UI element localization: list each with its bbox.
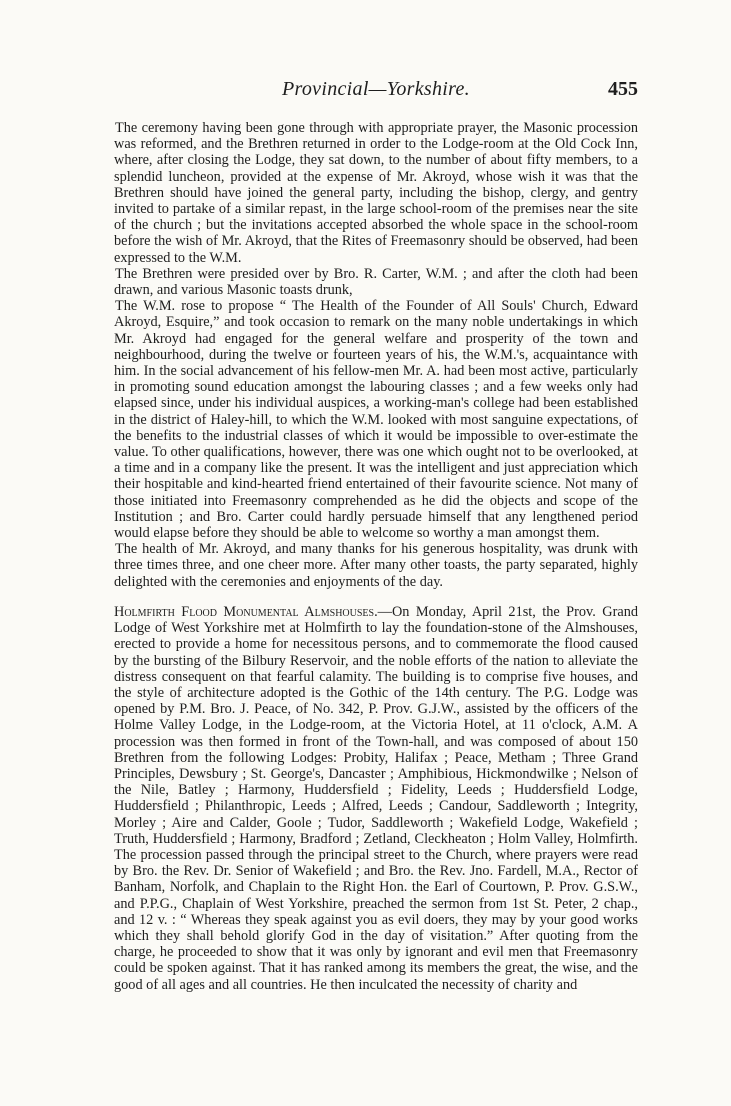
paragraph-presided: The Brethren were presided over by Bro. R. Carter, W.M. ; and after the cloth had been drawn, and various Masonic toasts drunk, (114, 265, 638, 299)
section-text: —On Monday, April 21st, the Prov. Grand Lodge of West Yorkshire met at Holmfirth to lay the foundation-stone of the Almshouses, erected to provide a home for necessitous persons, and to commemorate the flood caused by the bursting of the Bilbury Reservoir, and the noble efforts of the nation to alleviate the distress consequent on that fearful calamity. The building is to comprise five houses, and the style of architecture adopted is the Gothic of the 14th century. The P.G. Lodge was opened by P.M. Bro. J. Peace, of No. 342, P. Prov. G.J.W., assisted by the officers of the Holme Valley Lodge, in the Lodge-room, at the Victoria Hotel, at 11 o'clock, A.M. A procession was then formed in front of the Town-hall, and was composed of about 150 Brethren from the following Lodges: Probity, Halifax ; Peace, Metham ; Three Grand Principles, Dewsbury ; St. George's, Dancaster ; Amphibious, Hickmondwilke ; Nelson of the Nile, Batley ; Harmony, Huddersfield ; Fidelity, Leeds ; Huddersfield Lodge, Huddersfield ; Philanthropic, Leeds ; Alfred, Leeds ; Candour, Saddleworth ; Integrity, Morley ; Aire and Calder, Goole ; Tudor, Saddleworth ; Wakefield Lodge, Wakefield ; Truth, Huddersfield ; Harmony, Bradford ; Zetland, Cleckheaton ; Holm Valley, Holmfirth. The procession passed through the principal street to the Church, where prayers were read by Bro. the Rev. Dr. Senior of Wakefield ; and Bro. the Rev. Jno. Fardell, M.A., Rector of Banham, Norfolk, and Chaplain to the Right Hon. the Earl of Courtown, P. Prov. G.S.W., and P.P.G., Chaplain of West Yorkshire, preached the sermon from 1st St. Peter, 2 chap., and 12 v. : “ Whereas they speak against you as evil doers, they may by your good works which they shall behold glorify God in the day of visitation.” After quoting from the charge, he proceeded to show that it was only by ignorant and evil men that Freemasonry could be spoken against. That it has ranked among its members the great, the wise, and the good of all ages and all countries. He then inculcated the necessity of charity and (114, 603, 638, 993)
paragraph-toast: The W.M. rose to propose “ The Health of the Founder of All Souls' Church, Edward Akroyd, Esquire,” and took occasion to remark on the many noble undertakings in which Mr. Akroyd had engaged for the general welfare and prosperity of the town and neighbourhood, during the twelve or fourteen years of his, the W.M.'s, acquaintance with him. In the social advancement of his fellow-men Mr. A. had been most active, particularly in promoting sound education amongst the labouring classes ; and a few weeks only had elapsed since, under his individual auspices, a working-man's college had been established in the district of Haley-hill, to which the W.M. looked with most sanguine expectations, of the benefits to the industrial classes of which it would be impossible to over-estimate the value. To other qualifications, however, there was one which ought not to be overlooked, at a time and in a company like the present. It was the intelligent and just appreciation which their hospitable and kind-hearted friend entertained of their favourite science. Not many of those initiated into Freemasonry comprehended as he did the objects and scope of the Institution ; and Bro. Carter could hardly persuade himself that any lengthened period would elapse before they should be able to welcome so worthy a man amongst them. (114, 298, 638, 542)
page-number: 455 (608, 78, 638, 100)
paragraph-ceremony: The ceremony having been gone through with appropriate prayer, the Masonic procession was reformed, and the Brethren returned in order to the Lodge-room at the Old Cock Inn, where, after closing the Lodge, they sat down, to the number of about fifty members, to a splendid luncheon, provided at the expense of Mr. Akroyd, whose wish it was that the Brethren should have joined the general party, including the bishop, clergy, and gentry invited to partake of a similar repast, in the large school-room of the premises near the site of the church ; but the invitations accepted absorbed the whole space in the school-room before the wish of Mr. Akroyd, that the Rites of Freemasonry should be observed, had been expressed to the W.M. (114, 120, 638, 266)
page (114, 78, 638, 993)
paragraph-holmfirth (114, 604, 638, 993)
running-title: Provincial—Yorkshire. (282, 78, 470, 100)
paragraph-health: The health of Mr. Akroyd, and many thanks for his generous hospitality, was drunk with three times three, and one cheer more. After many other toasts, the party separated, highly delighted with the ceremonies and enjoyments of the day. (114, 541, 638, 590)
section-heading: Holmfirth Flood Monumental Almshouses. (114, 603, 378, 620)
section-divider (114, 590, 638, 604)
running-head (114, 78, 638, 104)
article-body (114, 120, 638, 993)
